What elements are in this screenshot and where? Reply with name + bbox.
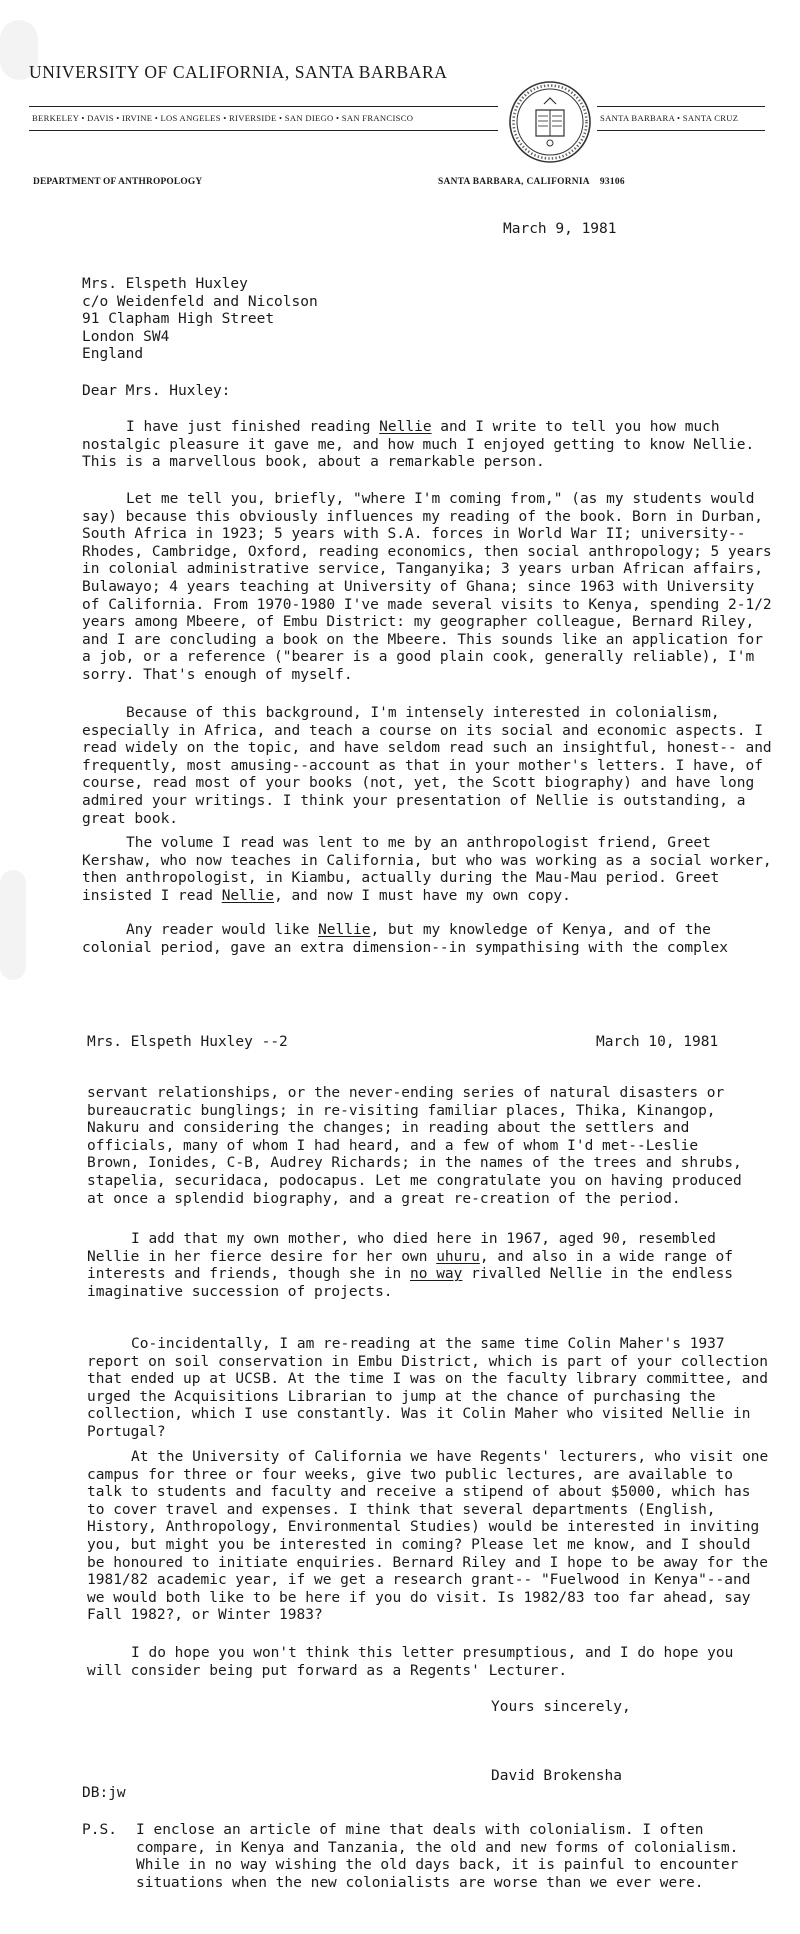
scan-smudge [0,870,26,980]
paragraph: At the University of California we have Regents' lecturers, who visit one campus for three or four weeks, give two public lectures, are available to talk to students and faculty and receive a stipend of about $5000, which has to cover travel and expenses. I think that several departments (English, History, Anthropology, Environmental Studies) would be interested in inviting you, but might you be interested in coming? Please let me know, and I should be honoured to initiate enquiries. Bernard Riley and I hope to be away for the 1981/82 academic year, if we get a research grant-- "Fuelwood in Kenya"--and we would both like to be here if you do visit. Is 1982/83 too far ahead, say Fall 1982?, or Winter 1983? [87,1449,769,1624]
letterhead-rule-top [29,106,498,107]
paragraph: I have just finished reading Nellie and I write to tell you how much nostalgic pleasure it gave me, and how much I enjoyed getting to know Nellie. This is a marvellous book, about a remarkable person. [82,419,755,471]
paragraph: Because of this background, I'm intensely interested in colonialism, especially in Africa, and teach a course on its social and economic aspects. I read widely on the topic, and have seldom read such an insightful, honest-- and frequently, most amusing--account as that in your mother's letters. I have, of course, read most of your books (not, yet, the Scott biography) and have long admired your writings. I think your presentation of Nellie is outstanding, a great book. [82,705,772,827]
postscript-label: P.S. [82,1822,117,1838]
postscript-text: I enclose an article of mine that deals with colonialism. I often compare, in Kenya and Tanzania, the old and new forms of colonialism. While in no way wishing the old days back, it is painful to encounter situations when the new colonialists are worse than we ever were. [136,1822,739,1891]
department-name: DEPARTMENT OF ANTHROPOLOGY [33,177,203,187]
page2-header-date: March 10, 1981 [596,1034,719,1050]
book-title: Nellie [221,887,275,904]
salutation: Dear Mrs. Huxley: [82,383,231,399]
university-seal-icon [508,80,592,164]
page2-header-recipient: Mrs. Elspeth Huxley --2 [87,1034,288,1050]
address-line: England [82,346,144,363]
book-title: Nellie [318,922,371,938]
underlined-word: no way [410,1266,463,1283]
letterhead-rule-bottom [29,130,498,131]
address-line: Mrs. Elspeth Huxley [82,276,248,292]
paragraph: I do hope you won't think this letter presumptious, and I do hope you will consider being put forward as a Regents' Lecturer. [87,1645,734,1679]
recipient-address [82,276,318,364]
campus-list-left: BERKELEY • DAVIS • IRVINE • LOS ANGELES • RIVERSIDE • SAN DIEGO • SAN FRANCISCO [32,113,414,123]
book-title: Nellie [379,419,432,435]
paragraph: Let me tell you, briefly, "where I'm coming from," (as my students would say) because this obviously influences my reading of the book. Born in Durban, South Africa in 1923; 5 years with S.A. forces in World War II; university-- Rhodes, Cambridge, Oxford, reading economics, then social anthropology; 5 years in colonial administrative service, Tanganyika; 3 years urban African affairs, Bulawayo; 4 years teaching at University of Ghana; since 1963 with University of California. From 1970-1980 I've made several visits to Kenya, spending 2-1/2 years among Mbeere, of Embu District: my geographer colleague, Bernard Riley, and I are concluding a book on the Mbeere. This sounds like an application for a job, or a reference ("bearer is a good plain cook, generally reliable), I'm sorry. That's enough of myself. [82,491,772,683]
closing: Yours sincerely, [491,1699,631,1715]
address-line: c/o Weidenfeld and Nicolson [82,293,318,310]
campus-list-right: SANTA BARBARA • SANTA CRUZ [600,113,739,123]
letterhead-rule-top-right [597,106,765,107]
paragraph: I add that my own mother, who died here in 1967, aged 90, resembled Nellie in her fierce desire for her own uhuru, and also in a wide range of interests and friends, though she in no way rivalled Nellie in the endless imaginative succession of projects. [87,1231,734,1300]
paragraph: The volume I read was lent to me by an anthropologist friend, Greet Kershaw, who now teaches in California, but who was working as a social worker, then anthropologist, in Kiambu, actually during the Mau-Mau period. Greet insisted I read Nellie, and now I must have my own copy. [82,835,772,904]
typist-initials: DB:jw [82,1785,126,1801]
address-line: 91 Clapham High Street [82,311,275,328]
underlined-word: uhuru [436,1248,480,1265]
address-line: London SW4 [82,328,170,345]
university-name: UNIVERSITY OF CALIFORNIA, SANTA BARBARA [29,62,448,82]
signer-name: David Brokensha [491,1768,622,1784]
paragraph: servant relationships, or the never-ending series of natural disasters or bureaucratic bunglings; in re-visiting familiar places, Thika, Kinangop, Nakuru and considering the changes; in reading about the settlers and officials, many of whom I had heard, and a few of whom I'd met--Leslie Brown, Ionides, C-B, Audrey Richards; in the names of the trees and shrubs, stapelia, securidaca, podocapus. Let me congratulate you on having produced at once a splendid biography, and a great re-creation of the period. [87,1085,742,1207]
paragraph: Co-incidentally, I am re-reading at the same time Colin Maher's 1937 report on soil conservation in Embu District, which is part of your collection that ended up at UCSB. At the time I was on the faculty library committee, and urged the Acquisitions Librarian to jump at the chance of purchasing the collection, which I use constantly. Was it Colin Maher who visited Nellie in Portugal? [87,1336,768,1440]
letter-date: March 9, 1981 [503,221,617,237]
paragraph: Any reader would like Nellie, but my knowledge of Kenya, and of the colonial period, gave an extra dimension--in sympathising with the complex [82,922,729,956]
city-address: SANTA BARBARA, CALIFORNIA 93106 [438,177,625,187]
letterhead-rule-bottom-right [597,130,765,131]
